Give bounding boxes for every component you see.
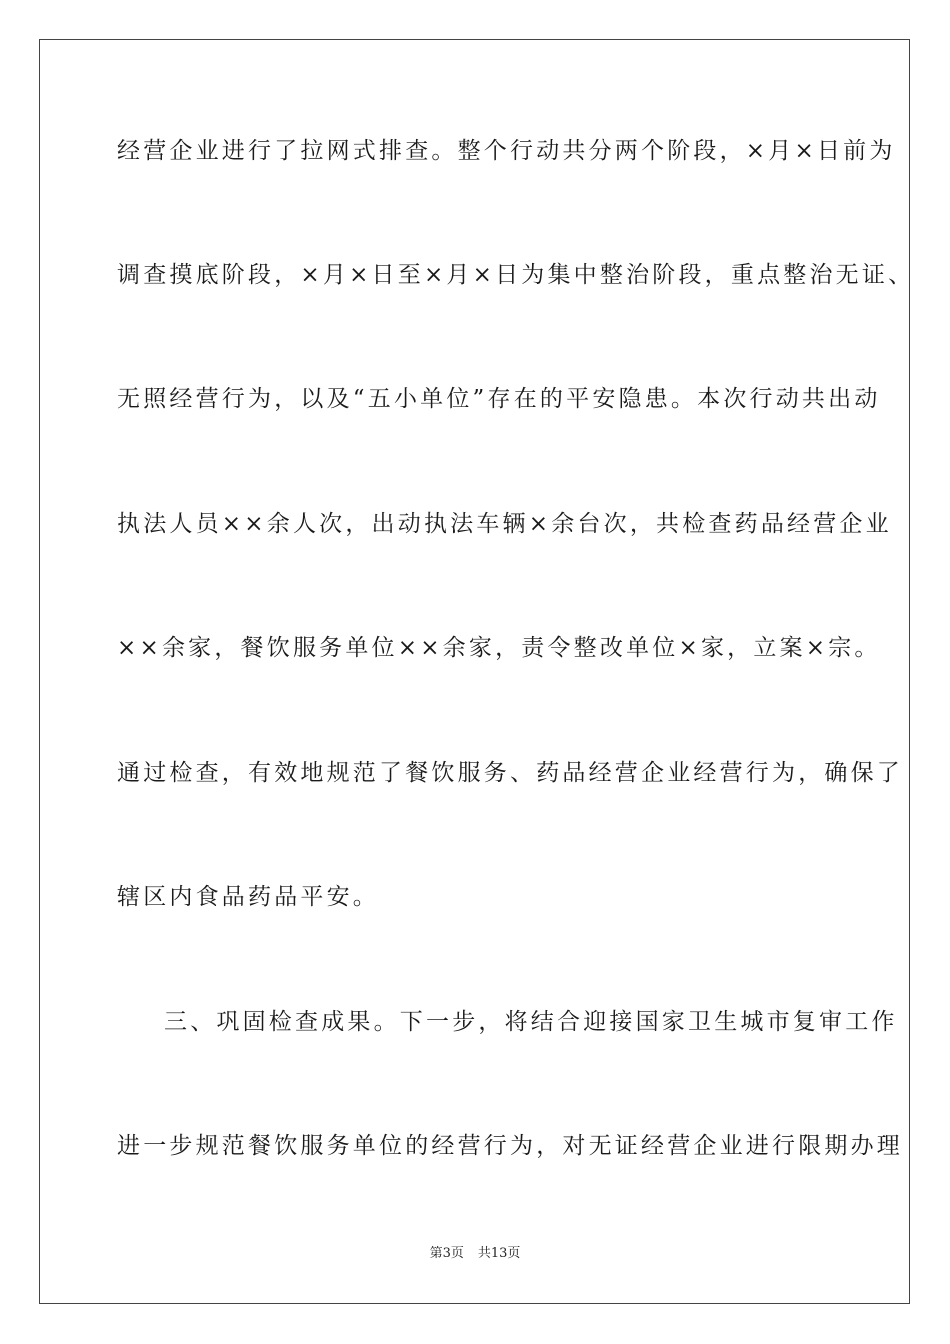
paragraph-line: 执法人员××余人次，出动执法车辆×余台次，共检查药品经营企业 [117, 511, 892, 537]
paragraph-line: 无照经营行为，以及“五小单位”存在的平安隐患。本次行动共出动 [117, 386, 881, 412]
page-footer [0, 1245, 950, 1263]
paragraph-line: 调查摸底阶段，×月×日至×月×日为集中整治阶段，重点整治无证、 [117, 262, 915, 288]
section-heading-line: 三、巩固检查成果。下一步，将结合迎接国家卫生城市复审工作 [164, 1009, 898, 1035]
paragraph-line: 通过检查，有效地规范了餐饮服务、药品经营企业经营行为，确保了 [117, 760, 903, 786]
paragraph-line: 进一步规范餐饮服务单位的经营行为，对无证经营企业进行限期办理 [117, 1133, 903, 1159]
paragraph-line: 辖区内食品药品平安。 [117, 884, 379, 910]
paragraph-line: ××余家，餐饮服务单位××余家，责令整改单位×家，立案×宗。 [117, 635, 881, 661]
page-border [39, 39, 910, 1304]
page-number-current: 第3页 [429, 1246, 464, 1261]
page-number-total: 共13页 [477, 1246, 521, 1261]
paragraph-line: 经营企业进行了拉网式排查。整个行动共分两个阶段，×月×日前为 [117, 138, 896, 164]
